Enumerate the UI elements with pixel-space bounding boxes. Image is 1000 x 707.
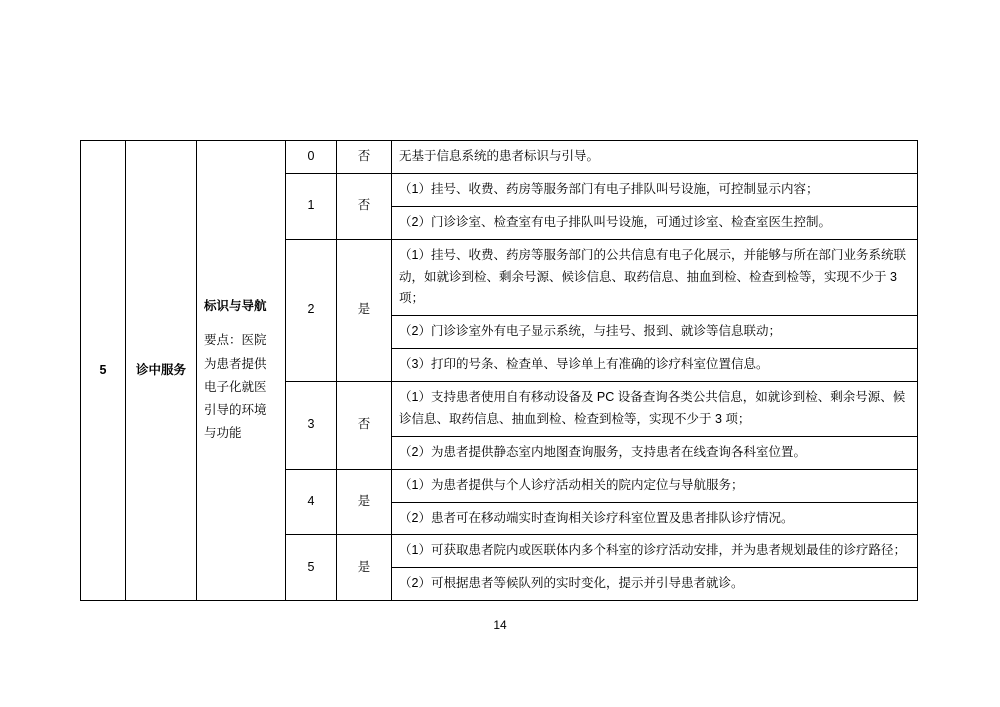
judge-cell: 否 <box>337 382 392 470</box>
judge-cell: 是 <box>337 535 392 601</box>
content-cell: （2）为患者提供静态室内地图查询服务，支持患者在线查询各科室位置。 <box>392 436 918 469</box>
table-body <box>81 141 918 601</box>
judge-cell: 是 <box>337 469 392 535</box>
content-cell: （1）支持患者使用自有移动设备及 PC 设备查询各类公共信息，如就诊到检、剩余号源、候诊信息、取药信息、抽血到检、检查到检等，实现不少于 3 项； <box>392 382 918 437</box>
row-index-cell: 5 <box>81 141 126 601</box>
level-cell: 4 <box>286 469 337 535</box>
content-cell: （2）门诊诊室外有电子显示系统，与挂号、报到、就诊等信息联动； <box>392 316 918 349</box>
content-cell: （2）门诊诊室、检查室有电子排队叫号设施，可通过诊室、检查室医生控制。 <box>392 206 918 239</box>
item-title: 标识与导航 <box>204 299 267 314</box>
judge-cell: 否 <box>337 173 392 239</box>
level-cell: 1 <box>286 173 337 239</box>
content-cell: 无基于信息系统的患者标识与引导。 <box>392 141 918 174</box>
level-cell: 2 <box>286 239 337 381</box>
table-row <box>81 141 918 174</box>
page-number: 14 <box>493 618 507 632</box>
content-cell: （1）挂号、收费、药房等服务部门的公共信息有电子化展示，并能够与所在部门业务系统联动，如就诊到检、剩余号源、候诊信息、取药信息、抽血到检、检查到检等，实现不少于 3 项； <box>392 239 918 316</box>
item-cell <box>197 141 286 601</box>
content-cell: （2）患者可在移动端实时查询相关诊疗科室位置及患者排队诊疗情况。 <box>392 502 918 535</box>
content-cell: （1）可获取患者院内或医联体内多个科室的诊疗活动安排，并为患者规划最佳的诊疗路径； <box>392 535 918 568</box>
level-cell: 3 <box>286 382 337 470</box>
level-cell: 5 <box>286 535 337 601</box>
content-cell: （1）为患者提供与个人诊疗活动相关的院内定位与导航服务； <box>392 469 918 502</box>
level-cell: 0 <box>286 141 337 174</box>
content-cell: （1）挂号、收费、药房等服务部门有电子排队叫号设施，可控制显示内容； <box>392 173 918 206</box>
capability-table <box>80 140 918 601</box>
judge-cell: 否 <box>337 141 392 174</box>
content-cell: （2）可根据患者等候队列的实时变化，提示并引导患者就诊。 <box>392 568 918 601</box>
item-description: 要点：医院为患者提供电子化就医引导的环境与功能 <box>204 333 267 440</box>
domain-cell: 诊中服务 <box>126 141 197 601</box>
content-cell: （3）打印的号条、检查单、导诊单上有准确的诊疗科室位置信息。 <box>392 349 918 382</box>
table-container <box>80 140 918 601</box>
judge-cell: 是 <box>337 239 392 381</box>
